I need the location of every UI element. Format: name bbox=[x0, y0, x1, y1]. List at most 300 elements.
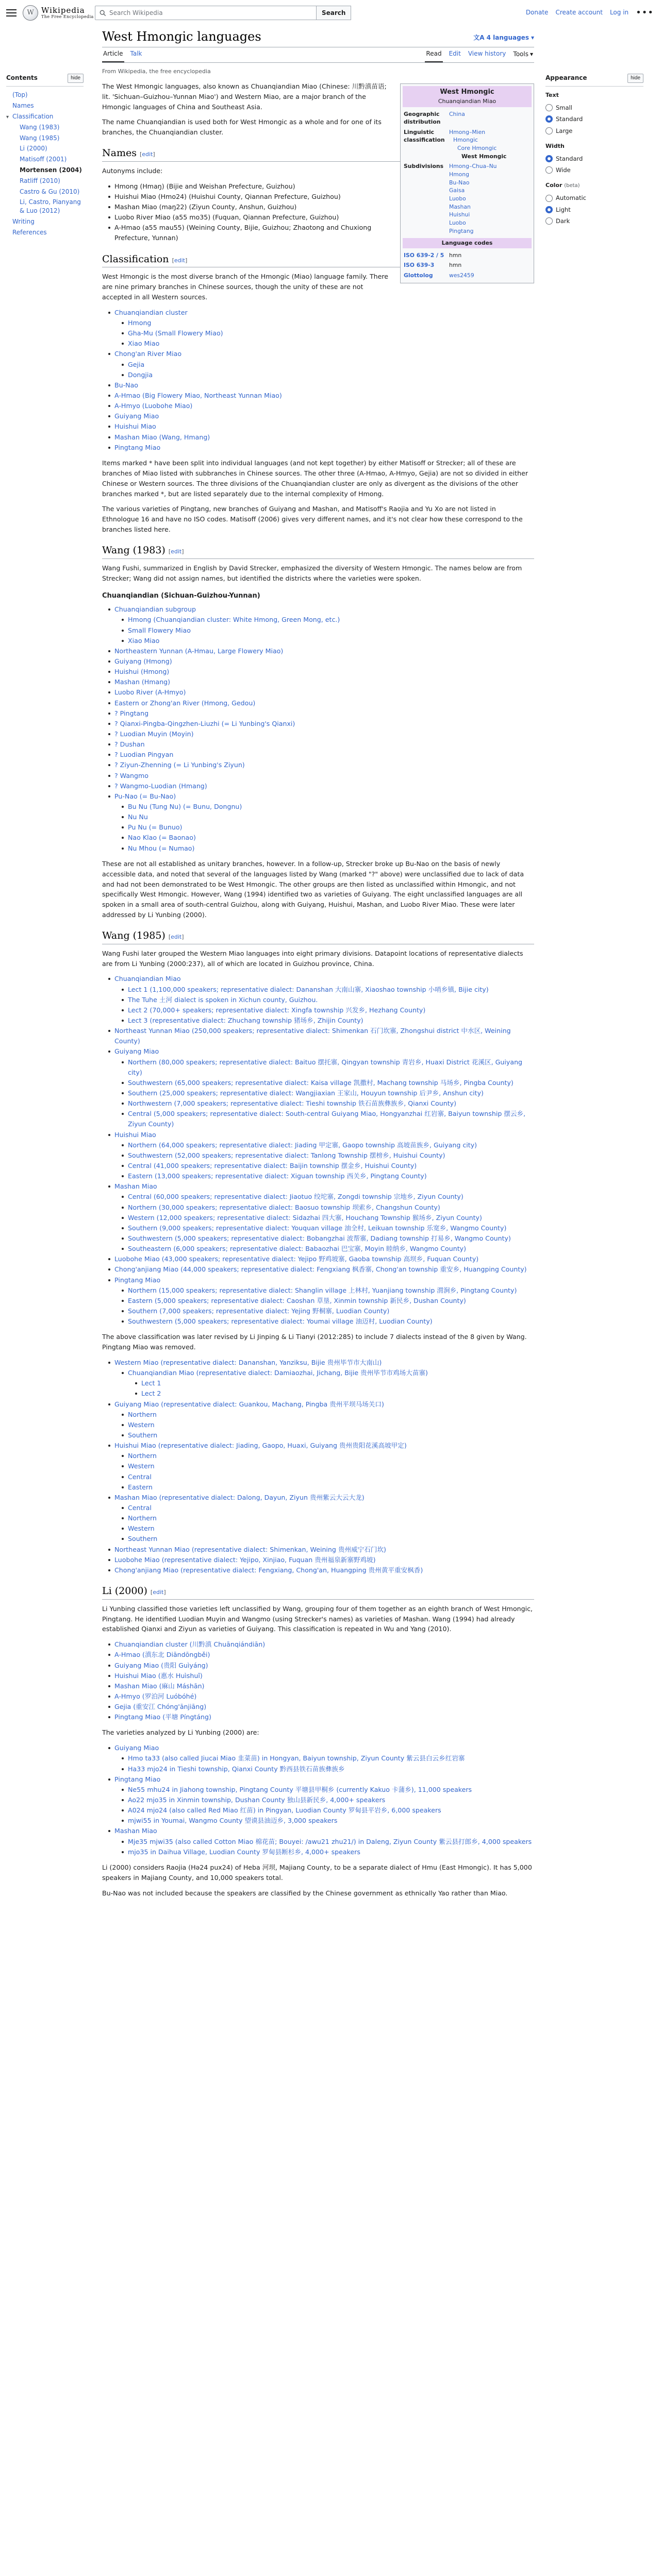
list-item: Hmong (Hmaŋ) (Bijie and Weishan Prefecture, Guizhou) bbox=[108, 181, 534, 192]
list-item-link[interactable]: Nao Klao (= Baonao) bbox=[128, 834, 196, 842]
subdivision-link[interactable]: Huishui bbox=[449, 211, 470, 218]
edit-section-link[interactable]: edit bbox=[153, 1589, 164, 1596]
code-label[interactable]: ISO 639-2 / 5 bbox=[404, 251, 444, 259]
list-item-link[interactable]: Southern bbox=[128, 1431, 158, 1439]
toc-item[interactable] bbox=[6, 227, 84, 238]
subdivision-link[interactable]: Luobo bbox=[449, 219, 466, 226]
list-item bbox=[108, 1681, 534, 1691]
edit-section-link[interactable]: edit bbox=[174, 257, 185, 264]
list-item-link[interactable]: Guiyang Miao (representative dialect: Guankou, Machang, Pingba 贵州平坝马场关口) bbox=[114, 1400, 384, 1408]
wang1983-paragraph: Wang Fushi, summarized in English by David Strecker, emphasized the diversity of Western Hmongic. The names below are from Strecker; Wang did not assign names, but identified the districts where the varieties were spoken. bbox=[102, 564, 522, 582]
list-item-link[interactable]: Gejia bbox=[128, 360, 145, 368]
list-item-link[interactable]: Western bbox=[128, 1524, 155, 1533]
toc-item[interactable] bbox=[6, 133, 84, 144]
toc-item-label: Matisoff (2001) bbox=[20, 156, 67, 163]
search-form bbox=[95, 6, 351, 20]
toc-item[interactable] bbox=[6, 100, 84, 111]
radio-icon[interactable] bbox=[545, 127, 553, 134]
list-item bbox=[122, 370, 534, 380]
list-item bbox=[122, 985, 534, 995]
chevron-down-icon: ▾ bbox=[529, 50, 533, 58]
toc-item-label: Li, Castro, Pianyang & Luo (2012) bbox=[20, 198, 81, 215]
list-item-link[interactable]: Guiyang Miao bbox=[114, 1744, 159, 1752]
wang1985-revised-tree-list bbox=[102, 1358, 534, 1575]
radio-label: Light bbox=[556, 206, 571, 213]
radio-label: Standard bbox=[556, 115, 583, 123]
list-item bbox=[108, 1399, 534, 1441]
list-item bbox=[108, 401, 534, 411]
radio-icon[interactable] bbox=[545, 166, 553, 174]
toc-item[interactable] bbox=[6, 111, 84, 122]
list-item-link[interactable]: Guiyang Miao bbox=[114, 1047, 159, 1056]
search-icon bbox=[100, 10, 106, 16]
list-item bbox=[122, 1078, 534, 1088]
list-item-link[interactable]: Mje35 mjwi35 (also called Cotton Miao 棉花苗; Bouyei: /awu21 zhu21/) in Daleng, Ziyun County 紫云县打郎乡, 4,000 speakers bbox=[128, 1837, 532, 1845]
list-item bbox=[122, 995, 534, 1005]
list-item bbox=[122, 1368, 534, 1399]
section-heading-wang-1983: Wang (1983) [edit] bbox=[102, 544, 534, 559]
classification-paragraph: The various varieties of Pingtang, new branches of Guiyang and Mashan, and Matisoff's Raojia and Yu Xo are not listed in Ethnologue 16 and have no ISO codes. Matisoff (2006) gives very different names, and it's not clear how these correspond to the branches listed here. bbox=[102, 505, 523, 534]
create-account-link[interactable]: Create account bbox=[555, 9, 603, 16]
toc-item-label: Wang (1985) bbox=[20, 134, 60, 142]
list-item-link[interactable]: Huishui Miao bbox=[114, 1130, 156, 1139]
classification-node[interactable]: Core Hmongic bbox=[457, 145, 497, 152]
list-item bbox=[122, 615, 534, 625]
toc-item-label: Ratliff (2010) bbox=[20, 177, 60, 184]
tab-read[interactable]: Read bbox=[425, 49, 442, 62]
subdivision-link[interactable]: Gaisa bbox=[449, 187, 465, 194]
list-item bbox=[108, 432, 534, 443]
list-item-link[interactable]: Central bbox=[128, 1504, 152, 1512]
list-item-link[interactable]: Huishui Miao bbox=[114, 422, 156, 431]
classification-tree-list bbox=[102, 308, 534, 453]
list-item-link[interactable]: Central bbox=[128, 1472, 152, 1481]
list-item bbox=[108, 646, 534, 656]
list-item bbox=[108, 1026, 534, 1046]
list-item bbox=[122, 1161, 534, 1171]
list-item-link[interactable]: ? Dushan bbox=[114, 740, 145, 749]
toc-item[interactable] bbox=[6, 90, 84, 100]
list-item-link[interactable]: Chong'an River Miao bbox=[114, 350, 182, 358]
toc-item[interactable] bbox=[6, 154, 84, 165]
list-item-link[interactable]: Chong'anjiang Miao (44,000 speakers; representative dialect: Fengxiang 枫香寨, Chong'an township 重安乡, Huangping County) bbox=[114, 1265, 527, 1274]
toc-item[interactable] bbox=[6, 165, 84, 176]
list-item-link[interactable]: Gha-Mu (Small Flowery Miao) bbox=[128, 329, 223, 337]
list-item-link[interactable]: Bu-Nao bbox=[114, 381, 139, 389]
donate-link[interactable]: Donate bbox=[525, 9, 549, 16]
radio-label: Small bbox=[556, 104, 572, 111]
list-item bbox=[122, 843, 534, 854]
toc-title: Contents bbox=[6, 74, 38, 81]
list-item-link[interactable]: Chuanqiandian cluster (川黔滇 Chuānqiándiān) bbox=[114, 1640, 266, 1649]
list-item bbox=[122, 1534, 534, 1544]
li2000-paragraph: The varieties analyzed by Li Yunbing (2000) are: bbox=[102, 1728, 259, 1737]
list-item-link[interactable]: Pu Nu (= Bunuo) bbox=[128, 823, 183, 832]
tab-talk[interactable]: Talk bbox=[130, 50, 142, 57]
list-item-link[interactable]: A-Hmyo (罗泊河 Luóbóhé) bbox=[114, 1692, 197, 1701]
list-item-link[interactable]: Huishui Miao (惠水 Huìshuǐ) bbox=[114, 1671, 203, 1680]
list-item bbox=[122, 1285, 534, 1296]
list-item bbox=[122, 812, 534, 822]
list-item bbox=[122, 1296, 534, 1306]
list-item-link[interactable]: Northern (30,000 speakers; representative dialect: Baosuo township 坝索乡, Changshun County) bbox=[128, 1203, 440, 1211]
list-item bbox=[122, 1098, 534, 1109]
list-item-link[interactable]: Huishui (Hmong) bbox=[114, 668, 170, 676]
list-item-link[interactable]: Western (12,000 speakers; representative dialect: Sidazhai 四大寨, Houchang Township 猴场乡, Ziyun County) bbox=[128, 1213, 482, 1222]
list-item-link[interactable]: ? Luodian Muyin (Moyin) bbox=[114, 730, 194, 738]
list-item bbox=[122, 1523, 534, 1534]
radio-icon[interactable] bbox=[545, 217, 553, 225]
width-option[interactable] bbox=[545, 153, 643, 164]
list-item-link[interactable]: Nu Nu bbox=[128, 813, 148, 821]
toc-item[interactable] bbox=[6, 187, 84, 197]
list-item-link[interactable]: ? Wangmo-Luodian (Hmang) bbox=[114, 782, 207, 790]
text-size-label: Text bbox=[545, 92, 559, 99]
list-item bbox=[122, 1150, 534, 1161]
li2000-paragraph: Li (2000) considers Raojia (Hə24 pux24) of Heba 河坝, Majiang County, to be a separate dialect of Hmu (East Hmongic). It has 5,000 speakers in Majiang County, and 10,000 speakers total. bbox=[102, 1863, 532, 1882]
list-item-link[interactable]: Eastern (13,000 speakers; representative dialect: Xiguan township 西关乡, Pingtang County) bbox=[128, 1172, 427, 1180]
list-item-link[interactable]: A-Hmyo (Luobohe Miao) bbox=[114, 402, 193, 410]
list-item-link[interactable]: Mashan Miao bbox=[114, 1827, 157, 1835]
list-item bbox=[122, 1837, 534, 1847]
list-item-link[interactable]: Lect 3 (representative dialect: Zhuchang township 猪场乡, Zhijin County) bbox=[128, 1016, 363, 1025]
section-heading-names: Names [edit] bbox=[102, 147, 534, 162]
list-item bbox=[122, 1503, 534, 1513]
list-item-link[interactable]: Nu Mhou (= Numao) bbox=[128, 844, 195, 852]
list-item bbox=[108, 604, 534, 646]
list-item-link[interactable]: Northern bbox=[128, 1410, 157, 1418]
wikipedia-logo[interactable] bbox=[23, 5, 95, 21]
list-item-link[interactable]: Northwestern (7,000 speakers; representative dialect: Tieshi township 铁石苗族彝族乡, Qianxi County) bbox=[128, 1099, 457, 1108]
list-item bbox=[122, 833, 534, 843]
appearance-hide-button[interactable]: hide bbox=[627, 74, 643, 83]
list-item bbox=[122, 1015, 534, 1026]
list-item-link[interactable]: Mashan Miao (麻山 Máshān) bbox=[114, 1682, 205, 1690]
infobox-label: Geographic distribution bbox=[404, 110, 441, 126]
infobox-value[interactable]: China bbox=[449, 110, 465, 117]
list-item-link[interactable]: Southern (7,000 speakers; representative dialect: Yejing 野桐寨, Luodian County) bbox=[128, 1307, 390, 1315]
subdivision-link[interactable]: Hmong bbox=[449, 171, 469, 178]
list-item-link[interactable]: Luobohe Miao (43,000 speakers; representative dialect: Yejipo 野鸡坡寨, Gaoba township 高坝乡, Fuquan County) bbox=[114, 1255, 479, 1263]
infobox-title: West Hmongic bbox=[403, 86, 532, 97]
subsection-heading: Chuanqiandian (Sichuan-Guizhou-Yunnan) bbox=[102, 591, 260, 600]
list-item bbox=[108, 687, 534, 698]
list-item-link[interactable]: Southeastern (6,000 speakers; representative dialect: Babaozhai 巴宝寨, Moyin 睦纳乡, Wangmo County) bbox=[128, 1245, 467, 1253]
list-item-link[interactable]: Pingtang Miao (平塘 Píngtáng) bbox=[114, 1713, 211, 1721]
site-tagline: From Wikipedia, the free encyclopedia bbox=[102, 68, 211, 75]
subdivision-link[interactable]: Pingtang bbox=[449, 227, 474, 234]
tools-menu-button[interactable]: Tools ▾ bbox=[512, 49, 534, 62]
code-label[interactable]: ISO 639-3 bbox=[404, 262, 435, 269]
list-item bbox=[122, 1202, 534, 1213]
toc-item[interactable] bbox=[6, 197, 84, 216]
user-menu-icon[interactable]: ••• bbox=[636, 7, 654, 18]
text-size-option[interactable] bbox=[545, 125, 643, 137]
list-item bbox=[122, 1140, 534, 1150]
list-item-link[interactable]: Central (60,000 speakers; representative dialect: Jiaotuo 绞坨寨, Zongdi township 宗地乡, Ziyun County) bbox=[128, 1193, 464, 1201]
list-item bbox=[108, 791, 534, 854]
list-item-link[interactable]: Northern (80,000 speakers; representative dialect: Baituo 摆托寨, Qingyan township 青岩乡, Huaxi District 花溪区, Guiyang city) bbox=[128, 1058, 523, 1076]
list-item-link[interactable]: Xiao Miao bbox=[128, 636, 160, 645]
li2000-paragraph: Bu-Nao was not included because the speakers are classified by the Chinese government as ethnically Yao rather than Miao. bbox=[102, 1889, 508, 1897]
subdivision-link[interactable]: Bu-Nao bbox=[449, 179, 470, 186]
list-item-link[interactable]: Guiyang (Hmong) bbox=[114, 657, 172, 666]
appearance-panel bbox=[545, 26, 643, 1904]
radio-icon[interactable] bbox=[545, 104, 553, 111]
list-item-link[interactable]: Southwestern (52,000 speakers; representative dialect: Tanlong Township 摆榜乡, Huishui County) bbox=[128, 1151, 445, 1159]
radio-icon[interactable] bbox=[545, 155, 553, 162]
subdivision-link[interactable]: Mashan bbox=[449, 203, 471, 210]
list-item-link[interactable]: Southern (25,000 speakers; representative dialect: Wangjiaxian 王家山, Houyun township 后尹乡, Anshun city) bbox=[128, 1089, 484, 1097]
list-item bbox=[122, 1482, 534, 1493]
languages-button[interactable] bbox=[473, 33, 534, 45]
list-item-link[interactable]: Mashan Miao (Wang, Hmang) bbox=[114, 433, 210, 441]
list-item bbox=[108, 739, 534, 750]
list-item-link[interactable]: Eastern or Zhong'an River (Hmong, Gedou) bbox=[114, 699, 256, 707]
list-item bbox=[108, 771, 534, 781]
list-item bbox=[122, 1816, 534, 1826]
list-item-link[interactable]: Hmo ta33 (also called Jiucai Miao 韭菜苗) in Hongyan, Baiyun township, Ziyun County 紫云县白云乡红岩寨 bbox=[128, 1754, 465, 1762]
list-item-link[interactable]: Southwestern (65,000 speakers; representative dialect: Kaisa village 凯撒村, Machang township 马场乡, Pingba County) bbox=[128, 1078, 514, 1087]
list-item-link[interactable]: ? Ziyun-Zhenning (= Li Yunbing's Ziyun) bbox=[114, 761, 245, 769]
list-item bbox=[108, 1440, 534, 1493]
text-size-option[interactable] bbox=[545, 102, 643, 113]
toc-item-label: Castro & Gu (2010) bbox=[20, 188, 80, 195]
toc-item[interactable] bbox=[6, 176, 84, 187]
toc-hide-button[interactable]: hide bbox=[68, 74, 84, 83]
toc-item-label: References bbox=[12, 228, 47, 236]
list-item bbox=[108, 1181, 534, 1254]
list-item bbox=[122, 1316, 534, 1327]
color-option[interactable] bbox=[545, 215, 643, 227]
list-item-link[interactable]: Mashan Miao (representative dialect: Dalong, Dayun, Ziyun 贵州紫云大云大龙) bbox=[114, 1493, 365, 1501]
list-item bbox=[108, 1671, 534, 1681]
list-item-link[interactable]: Chuanqiandian subgroup bbox=[114, 605, 196, 614]
list-item bbox=[108, 750, 534, 760]
translate-icon: 文A bbox=[473, 34, 485, 41]
list-item-link[interactable]: Bu Nu (Tung Nu) (= Bunu, Dongnu) bbox=[128, 803, 242, 811]
list-item bbox=[108, 708, 534, 719]
list-item-link[interactable]: Gejia (重安江 Chóng'ānjiāng) bbox=[114, 1703, 207, 1711]
list-item bbox=[122, 1109, 534, 1129]
infobox-label: Subdivisions bbox=[404, 163, 444, 170]
list-item bbox=[108, 729, 534, 739]
radio-icon[interactable] bbox=[545, 206, 553, 213]
list-item-link[interactable]: Northeast Yunnan Miao (250,000 speakers; representative dialect: Shimenkan 石门坎寨, Zhongshui district 中水区, Weining County) bbox=[114, 1027, 511, 1045]
search-input[interactable] bbox=[109, 9, 312, 16]
infobox-native-name: Chuanqiandian Miao bbox=[403, 97, 532, 107]
color-option[interactable] bbox=[545, 192, 643, 204]
list-item bbox=[108, 1650, 534, 1660]
list-item-link[interactable]: ? Wangmo bbox=[114, 771, 148, 779]
tab-edit[interactable]: Edit bbox=[449, 50, 461, 57]
list-item-link[interactable]: Chuanqiandian Miao bbox=[114, 975, 181, 983]
list-item bbox=[108, 411, 534, 421]
list-item bbox=[122, 338, 534, 349]
list-item-link[interactable]: Northern (64,000 speakers; representative dialect: Jiading 甲定寨, Gaopo township 高坡苗族乡, Guiyang city) bbox=[128, 1141, 477, 1149]
list-item bbox=[122, 1420, 534, 1430]
list-item-link[interactable]: Hmong bbox=[128, 319, 152, 327]
list-item bbox=[122, 1223, 534, 1233]
list-item-link[interactable]: Huishui Miao (representative dialect: Jiading, Gaopo, Huaxi, Guiyang 贵州贵阳花溪高坡甲定) bbox=[114, 1442, 407, 1450]
list-item-link[interactable]: Xiao Miao bbox=[128, 340, 160, 348]
list-item bbox=[122, 625, 534, 636]
list-item bbox=[108, 781, 534, 791]
subdivision-link[interactable]: Luobo bbox=[449, 195, 466, 202]
text-size-option[interactable] bbox=[545, 113, 643, 125]
list-item bbox=[122, 1764, 534, 1774]
list-item bbox=[108, 698, 534, 708]
code-value[interactable]: wes2459 bbox=[449, 272, 474, 279]
list-item-link[interactable]: Northeastern Yunnan (A-Hmau, Large Flowery Miao) bbox=[114, 647, 284, 655]
edit-section-link[interactable]: edit bbox=[171, 548, 182, 555]
list-item-link[interactable]: mjwi55 in Youmai, Wangmo County 望谟县油迈乡, 3,000 speakers bbox=[128, 1817, 338, 1825]
list-item-link[interactable]: Eastern bbox=[128, 1483, 153, 1491]
list-item-link[interactable]: A-Hmao (Big Flowery Miao, Northeast Yunnan Miao) bbox=[114, 392, 282, 400]
list-item bbox=[108, 1130, 534, 1182]
list-item-link[interactable]: Ha33 mjo24 in Tieshi township, Qianxi County 黔西县铁石苗族彝族乡 bbox=[128, 1765, 345, 1773]
tab-view-history[interactable]: View history bbox=[468, 50, 506, 57]
list-item-link[interactable]: Eastern (5,000 speakers; representative dialect: Caoshan 草垦, Xinmin township 新民乡, Dushan County) bbox=[128, 1296, 466, 1304]
list-item-link[interactable]: Lect 2 bbox=[141, 1389, 161, 1398]
list-item bbox=[108, 1826, 534, 1857]
list-item-link[interactable]: Northern bbox=[128, 1452, 157, 1460]
list-item bbox=[122, 1513, 534, 1523]
list-item-link[interactable]: Lect 1 (1,100,000 speakers; representative dialect: Dananshan 大南山寨, Xiaoshao township 小哨乡镇, Bijie city) bbox=[128, 985, 489, 993]
list-item-link[interactable]: ? Pingtang bbox=[114, 709, 149, 717]
radio-icon[interactable] bbox=[545, 115, 553, 123]
list-item-link[interactable]: Chuanqiandian Miao (representative dialect: Damiaozhai, Jichang, Bijie 贵州毕节市鸡场大苗寨) bbox=[128, 1369, 428, 1377]
list-item-link[interactable]: Southwestern (5,000 speakers; representative dialect: Bobangzhai 波帮寨, Dadiang township 打易乡, Wangmo County) bbox=[128, 1234, 511, 1242]
list-item-link[interactable]: Ao22 mjo35 in Xinmin township, Dushan County 独山县新民乡, 4,000+ speakers bbox=[128, 1796, 386, 1804]
width-option[interactable] bbox=[545, 164, 643, 176]
list-item-link[interactable]: Western bbox=[128, 1462, 155, 1470]
subdivision-link[interactable]: Hmong–Chua–Nu bbox=[449, 163, 497, 170]
list-item-link[interactable]: Chuanqiandian cluster bbox=[114, 308, 188, 316]
edit-section-link[interactable]: edit bbox=[142, 151, 153, 158]
toc-item-label: Writing bbox=[12, 217, 35, 225]
list-item-link[interactable]: Small Flowery Miao bbox=[128, 626, 191, 634]
list-item bbox=[108, 677, 534, 687]
list-item bbox=[122, 318, 534, 328]
list-item-link[interactable]: Chong'anjiang Miao (representative dialect: Fengxiang, Chong'an, Huangping 贵州黄平重安枫香) bbox=[114, 1566, 423, 1574]
list-item-link[interactable]: Luobo River (A-Hmyo) bbox=[114, 688, 186, 697]
list-item-link[interactable]: Southwestern (5,000 speakers; representative dialect: Youmai village 油迈村, Luodian County) bbox=[128, 1317, 433, 1326]
toc-item[interactable] bbox=[6, 122, 84, 133]
toc-item-label: Wang (1983) bbox=[20, 123, 60, 131]
list-item bbox=[108, 1545, 534, 1555]
languages-label: 4 languages bbox=[486, 34, 529, 41]
edit-section-link[interactable]: edit bbox=[171, 934, 182, 941]
list-item-link[interactable]: Mashan Miao bbox=[114, 1182, 157, 1191]
list-item-link[interactable]: ? Qianxi-Pingba-Qingzhen-Liuzhi (= Li Yunbing's Qianxi) bbox=[114, 719, 295, 727]
list-item bbox=[108, 1358, 534, 1399]
list-item-link[interactable]: Northern (15,000 speakers; representative dialect: Shanglin village 上林村, Yuanjiang township 渭涧乡, Pingtang County) bbox=[128, 1286, 517, 1294]
list-item bbox=[108, 1743, 534, 1774]
logo-tagline: The Free Encyclopedia bbox=[41, 14, 94, 19]
list-item-link[interactable]: Northeast Yunnan Miao (representative dialect: Shimenkan, Weining 贵州威宁石门坎) bbox=[114, 1545, 386, 1553]
names-intro: Autonyms include: bbox=[102, 166, 163, 175]
list-item bbox=[108, 1555, 534, 1565]
list-item-link[interactable]: Hmong (Chuanqiandian cluster: White Hmong, Green Mong, etc.) bbox=[128, 616, 340, 624]
list-item-link[interactable]: Ne55 mhu24 in Jiahong township, Pingtang County 平塘县甲桐乡 (currently Kakuo 卡蒲乡), 11,000 speakers bbox=[128, 1785, 472, 1793]
list-item bbox=[122, 1410, 534, 1420]
list-item-link[interactable]: Pingtang Miao bbox=[114, 1775, 161, 1783]
list-item-link[interactable]: Guiyang Miao (贵阳 Guìyáng) bbox=[114, 1661, 208, 1669]
code-label[interactable]: Glottolog bbox=[404, 272, 433, 279]
list-item bbox=[108, 656, 534, 667]
list-item bbox=[122, 1005, 534, 1015]
list-item bbox=[122, 360, 534, 370]
list-item bbox=[122, 822, 534, 833]
toc-item[interactable] bbox=[6, 216, 84, 227]
radio-icon[interactable] bbox=[545, 195, 553, 202]
list-item bbox=[122, 1057, 534, 1078]
list-item-link[interactable]: Guiyang Miao bbox=[114, 412, 159, 420]
list-item bbox=[108, 391, 534, 401]
color-option[interactable] bbox=[545, 204, 643, 215]
list-item-link[interactable]: A-Hmao (滇东北 Diāndōngběi) bbox=[114, 1651, 210, 1659]
list-item-link[interactable]: Pu-Nao (= Bu-Nao) bbox=[114, 792, 176, 800]
classification-node[interactable]: Hmong–Mien bbox=[449, 128, 486, 135]
list-item-link[interactable]: Southern (9,000 speakers; representative dialect: Youquan village 油全村, Leikuan township 乐宽乡, Wangmo County) bbox=[128, 1224, 507, 1232]
list-item bbox=[122, 1753, 534, 1764]
wang1985-tree-list bbox=[102, 974, 534, 1327]
list-item bbox=[135, 1388, 534, 1399]
list-item-link[interactable]: Western bbox=[128, 1420, 155, 1429]
list-item-link[interactable]: Luobohe Miao (representative dialect: Yejipo, Xinjiao, Fuquan 贵州福泉新寨野鸡坡) bbox=[114, 1555, 376, 1564]
list-item bbox=[122, 1451, 534, 1461]
list-item bbox=[122, 328, 534, 338]
wang1983-tree-list bbox=[102, 604, 534, 853]
list-item-link[interactable]: Lect 2 (70,000+ speakers; representative dialect: Xingfa township 兴发乡, Hezhang County) bbox=[128, 1006, 426, 1014]
list-item-link[interactable]: Northern bbox=[128, 1514, 157, 1522]
list-item bbox=[122, 1088, 534, 1098]
list-item-link[interactable]: Southern bbox=[128, 1535, 158, 1543]
list-item-link[interactable]: A024 mjo24 (also called Red Miao 红苗) in Pingyan, Luodian County 罗甸县平岩乡, 6,000 speakers bbox=[128, 1806, 441, 1815]
section-heading-li-2000: Li (2000) [edit] bbox=[102, 1585, 534, 1600]
list-item bbox=[135, 1378, 534, 1388]
list-item-link[interactable]: ? Luodian Pingyan bbox=[114, 751, 174, 759]
radio-label: Automatic bbox=[556, 194, 586, 202]
chevron-down-icon[interactable]: ▾ bbox=[6, 114, 9, 120]
list-item-link[interactable]: Pingtang Miao bbox=[114, 1276, 161, 1284]
toc-item-label: Classification bbox=[12, 112, 54, 120]
li2000-varieties-list bbox=[102, 1743, 534, 1857]
login-link[interactable]: Log in bbox=[609, 9, 629, 16]
list-item-link[interactable]: The Tuhe 土河 dialect is spoken in Xichun county, Guizhou. bbox=[128, 995, 318, 1004]
list-item bbox=[108, 443, 534, 453]
list-item-link[interactable]: Pingtang Miao bbox=[114, 443, 161, 451]
list-item bbox=[108, 1046, 534, 1129]
classification-node[interactable]: Hmongic bbox=[453, 137, 478, 144]
search-button[interactable]: Search bbox=[317, 6, 351, 20]
toc-item-label: (Top) bbox=[12, 91, 28, 99]
list-item-link[interactable]: Lect 1 bbox=[141, 1379, 161, 1387]
list-item-link[interactable]: Mashan (Hmang) bbox=[114, 678, 171, 686]
list-item-link[interactable]: Western Miao (representative dialect: Dananshan, Yanziksu, Bijie 贵州毕节市大南山) bbox=[114, 1359, 382, 1367]
main-menu-icon[interactable] bbox=[6, 8, 16, 18]
globe-icon: W bbox=[23, 5, 38, 21]
wang1985-paragraph: The above classification was later revised by Li Jinping & Li Tianyi (2012:285) to include 7 dialects instead of the 8 given by Wang. Pingtang Miao was removed. bbox=[102, 1333, 527, 1351]
toc-item[interactable] bbox=[6, 143, 84, 154]
list-item-link[interactable]: Central (41,000 speakers; representative dialect: Baijin township 摆金乡, Huishui County) bbox=[128, 1162, 417, 1170]
list-item-link[interactable]: Central (5,000 speakers; representative dialect: South-central Guiyang Miao, Hongyanzhai 红岩寨, Baiyun township 摆云乡, Ziyun County) bbox=[128, 1110, 526, 1128]
list-item-link[interactable]: Dongjia bbox=[128, 370, 153, 379]
list-item bbox=[122, 1472, 534, 1482]
list-item-link[interactable]: mjo35 in Daihua Village, Luodian County 罗甸县断杉乡, 4,000+ speakers bbox=[128, 1848, 360, 1856]
tab-article[interactable]: Article bbox=[102, 49, 124, 62]
